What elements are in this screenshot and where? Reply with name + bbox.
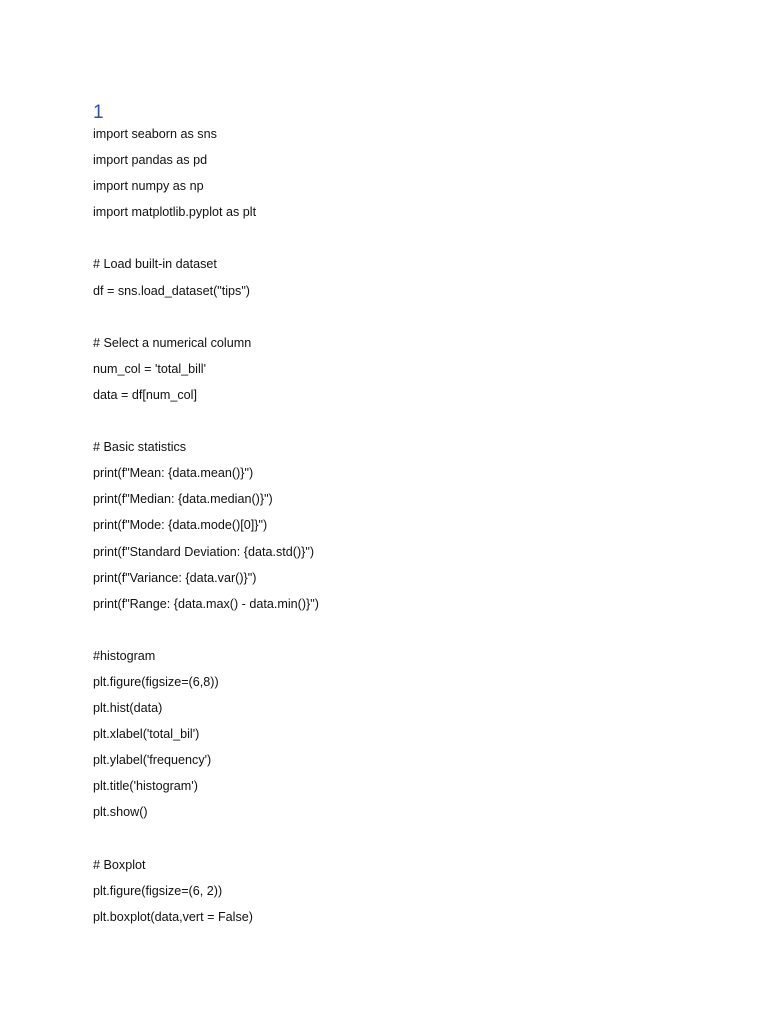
text-line: # Basic statistics [93, 440, 187, 455]
text-line: print(f"Median: {data.median()}") [93, 492, 273, 507]
text-line: plt.title('histogram') [93, 779, 198, 794]
text-line: plt.ylabel('frequency') [93, 753, 212, 768]
text-line: plt.boxplot(data,vert = False) [93, 909, 253, 924]
text-line: plt.hist(data) [93, 701, 163, 716]
text-line: df = sns.load_dataset("tips") [93, 283, 251, 298]
text-line: data = df[num_col] [93, 387, 197, 402]
text-line: print(f"Mean: {data.mean()}") [93, 466, 254, 481]
text-line: print(f"Mode: {data.mode()[0]}") [93, 518, 268, 533]
text-line: num_col = 'total_bill' [93, 361, 206, 376]
text-line: plt.xlabel('total_bil') [93, 727, 200, 742]
code-text-block [93, 124, 319, 933]
text-line: #histogram [93, 648, 156, 663]
text-line: plt.show() [93, 805, 148, 820]
blank-line [93, 228, 319, 254]
blank-line [93, 307, 319, 333]
text-line: print(f"Standard Deviation: {data.std()}") [93, 544, 315, 559]
text-line: plt.figure(figsize=(6, 2)) [93, 883, 223, 898]
blank-line [93, 620, 319, 646]
text-line: plt.figure(figsize=(6,8)) [93, 674, 219, 689]
text-line: import matplotlib.pyplot as plt [93, 205, 257, 220]
blank-line [93, 829, 319, 855]
text-line: print(f"Range: {data.max() - data.min()}") [93, 596, 319, 611]
text-line: import numpy as np [93, 179, 204, 194]
text-line: # Load built-in dataset [93, 257, 217, 272]
text-line: # Boxplot [93, 857, 146, 872]
blank-line [93, 411, 319, 437]
text-line: import pandas as pd [93, 153, 208, 168]
text-line: print(f"Variance: {data.var()}") [93, 570, 257, 585]
text-line: # Select a numerical column [93, 335, 252, 350]
section-heading-number: 1 [93, 102, 104, 123]
text-line: import seaborn as sns [93, 127, 217, 141]
